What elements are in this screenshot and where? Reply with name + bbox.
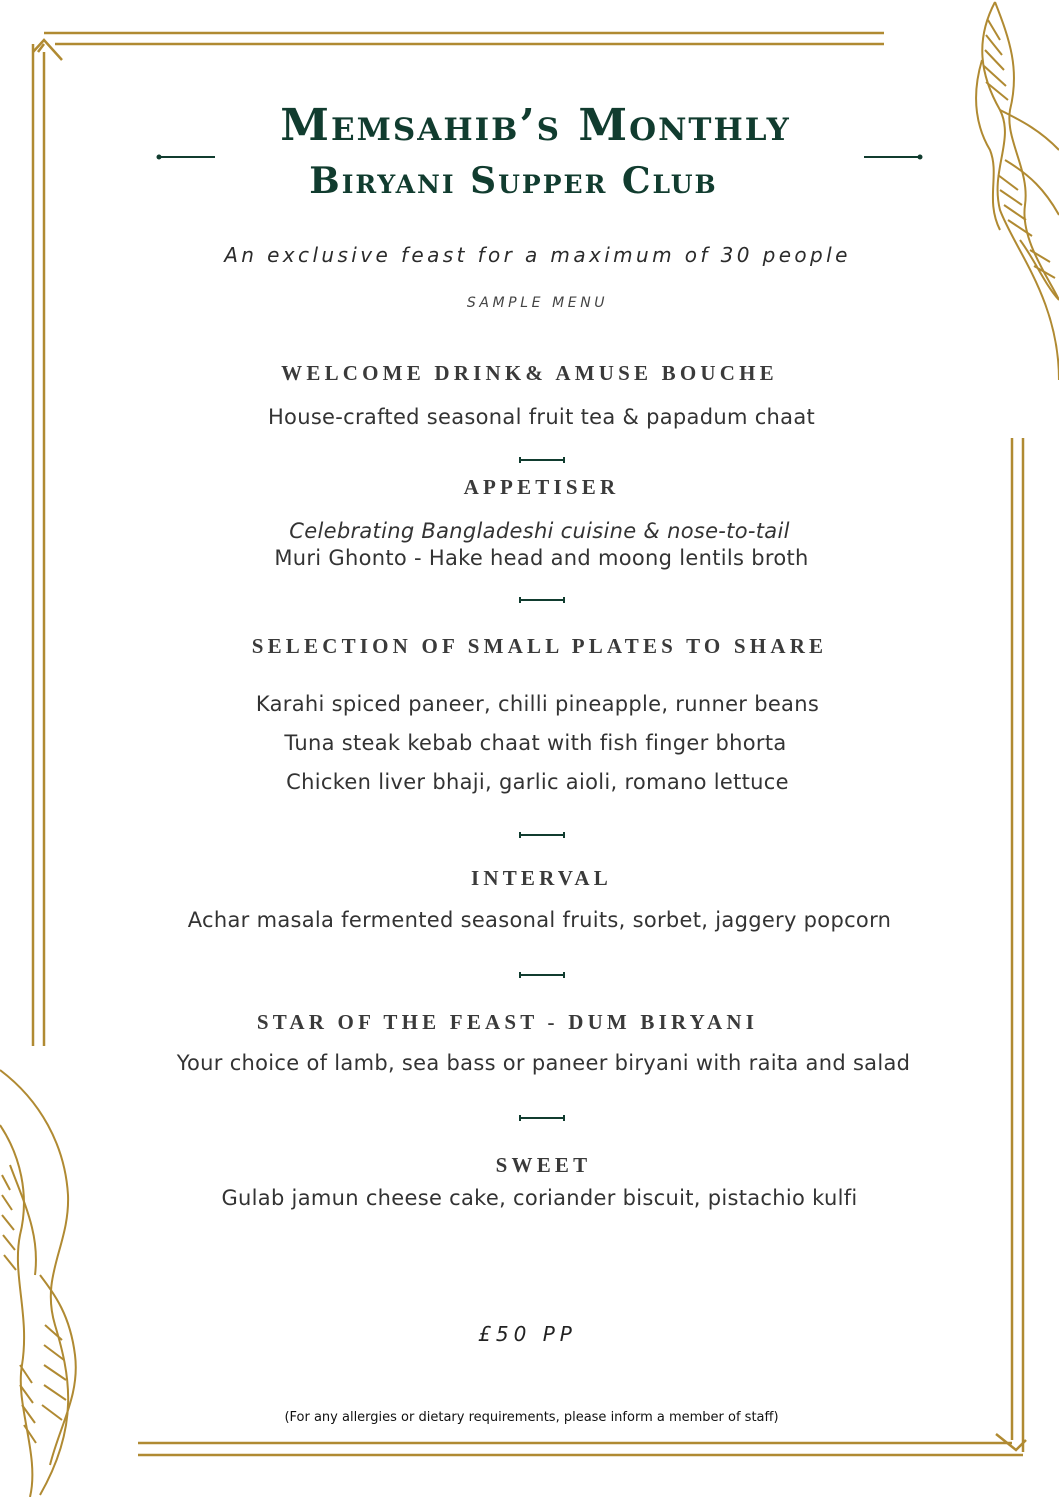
menu-item: Tuna steak kebab chaat with fish finger bhorta	[284, 731, 787, 755]
menu-item: Karahi spiced paneer, chilli pineapple, runner beans	[255, 692, 820, 716]
section-heading-biryani: STAR OF THE FEAST - DUM BIRYANI	[256, 1010, 759, 1034]
menu-item: Chicken liver bhaji, garlic aioli, romano lettuce	[286, 770, 789, 794]
allergy-footnote: (For any allergies or dietary requirements, please inform a member of staff)	[284, 1410, 779, 1425]
divider-ornament-icon	[518, 831, 566, 839]
divider-ornament-icon	[518, 596, 566, 604]
section-heading-appetiser: APPETISER	[463, 475, 620, 499]
menu-subtitle: An exclusive feast for a maximum of 30 people	[224, 243, 851, 267]
divider-ornament-icon	[518, 456, 566, 464]
section-heading-small-plates: SELECTION OF SMALL PLATES TO SHARE	[251, 634, 828, 658]
section-heading-sweet: SWEET	[495, 1153, 592, 1177]
menu-title-line2: Biryani Supper Club	[309, 160, 718, 202]
section-heading-welcome: WELCOME DRINK& AMUSE BOUCHE	[281, 361, 778, 385]
menu-item: Muri Ghonto - Hake head and moong lentils broth	[274, 546, 809, 570]
leaf-decoration-bottom-left-icon	[0, 1065, 85, 1497]
divider-ornament-icon	[518, 971, 566, 979]
menu-item: Your choice of lamb, sea bass or paneer biryani with raita and salad	[176, 1051, 911, 1075]
sample-menu-label: SAMPLE MENU	[466, 295, 609, 311]
menu-title-line1: Memsahib’s Monthly	[280, 100, 791, 151]
divider-ornament-icon	[518, 1114, 566, 1122]
price: £50 PP	[478, 1322, 577, 1346]
menu-item: Gulab jamun cheese cake, coriander biscuit, pistachio kulfi	[221, 1186, 858, 1210]
section-heading-interval: INTERVAL	[470, 866, 612, 890]
menu-item: Achar masala fermented seasonal fruits, sorbet, jaggery popcorn	[187, 908, 892, 932]
menu-item-intro: Celebrating Bangladeshi cuisine & nose-to-tail	[289, 519, 790, 543]
menu-item: House-crafted seasonal fruit tea & papadum chaat	[267, 405, 816, 429]
